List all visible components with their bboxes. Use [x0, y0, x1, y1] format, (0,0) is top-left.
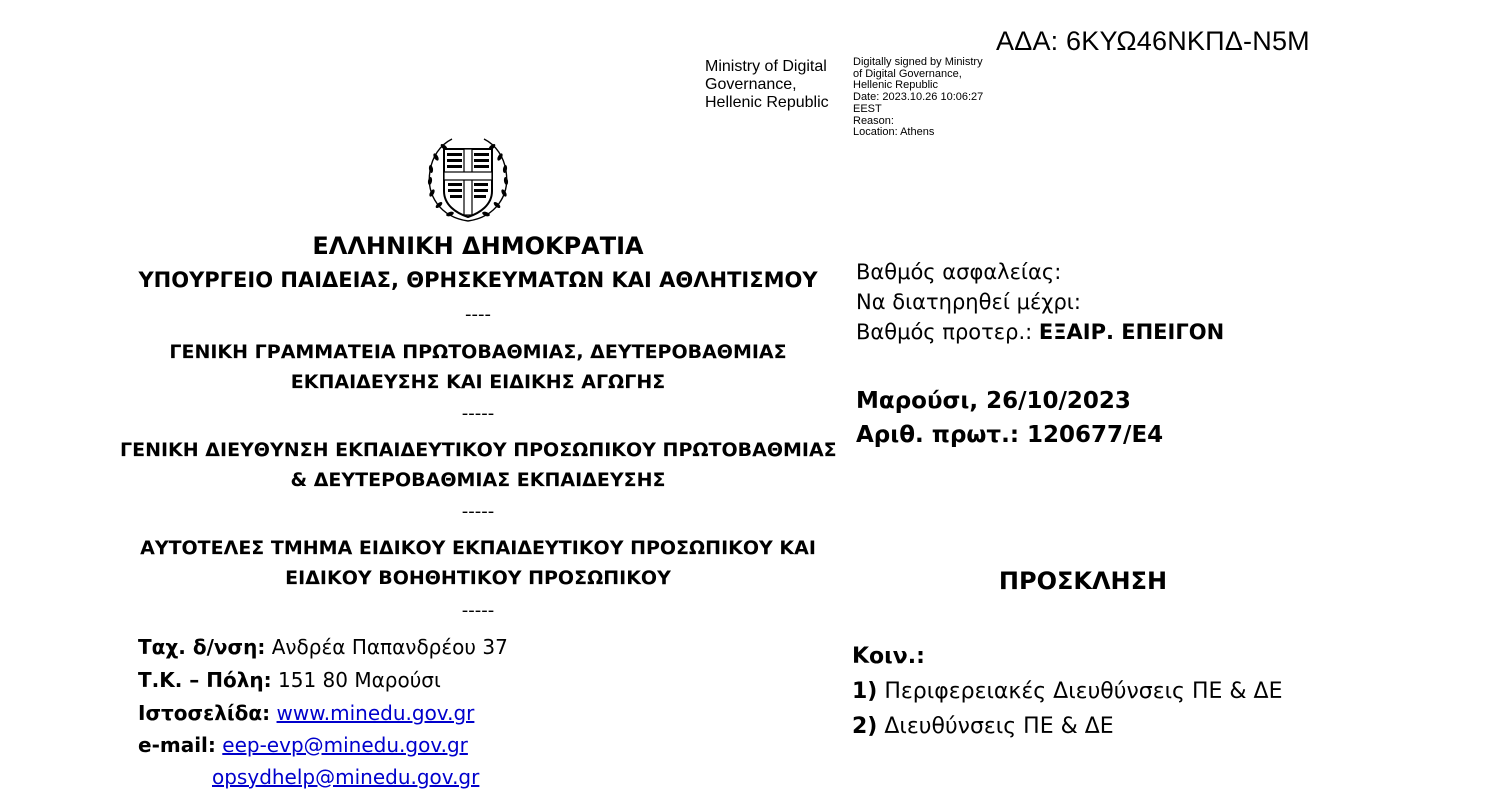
signature-detail-line: Hellenic Republic [853, 79, 938, 92]
signature-name-line: Ministry of Digital [705, 58, 827, 75]
protocol-number: Αριθ. πρωτ.: 120677/Ε4 [856, 422, 1164, 448]
security-level: Βαθμός ασφαλείας: [856, 260, 1062, 284]
date-line: Μαρούσι, 26/10/2023 [856, 388, 1131, 414]
koin-item [852, 679, 1283, 704]
website-label: Ιστοσελίδα: [138, 701, 271, 725]
signature-detail-line: of Digital Governance, [853, 67, 962, 80]
email-label: e-mail: [138, 733, 216, 757]
secretariat-line-2: ΕΚΠΑΙΔΕΥΣΗΣ ΚΑΙ ΕΙΔΙΚΗΣ ΑΓΩΓΗΣ [290, 371, 666, 393]
header-separator: ----- [461, 403, 495, 424]
priority-label: Βαθμός προτερ.: [856, 320, 1033, 344]
secretariat-line-1: ΓΕΝΙΚΗ ΓΡΑΜΜΑΤΕΙΑ ΠΡΩΤΟΒΑΘΜΙΑΣ, ΔΕΥΤΕΡΟΒΑΘΜΙΑΣ [169, 341, 787, 363]
email-line [138, 733, 468, 757]
coat-of-arms-emblem [422, 133, 514, 227]
signature-detail-line: Reason: [853, 114, 894, 127]
koin-item-text: Διευθύνσεις ΠΕ & ΔΕ [877, 714, 1114, 739]
email-line-2 [212, 765, 479, 789]
city-value: 151 80 Μαρούσι [278, 668, 441, 692]
directorate-line-1: ΓΕΝΙΚΗ ΔΙΕΥΘΥΝΣΗ ΕΚΠΑΙΔΕΥΤΙΚΟΥ ΠΡΟΣΩΠΙΚΟΥ ΠΡΩΤΟΒΑΘΜΙΑΣ [120, 439, 837, 461]
header-separator: ----- [461, 600, 495, 621]
directorate-line-2: & ΔΕΥΤΕΡΟΒΑΘΜΙΑΣ ΕΚΠΑΙΔΕΥΣΗΣ [290, 469, 666, 491]
priority-value: ΕΞΑΙΡ. ΕΠΕΙΓΟΝ [1038, 320, 1225, 344]
republic-heading: ΕΛΛΗΝΙΚΗ ΔΗΜΟΚΡΑΤΙΑ [312, 232, 644, 260]
department-line-2: ΕΙΔΙΚΟΥ ΒΟΗΘΗΤΙΚΟΥ ΠΡΟΣΩΠΙΚΟΥ [285, 567, 671, 589]
header-separator: ---- [465, 304, 491, 325]
signature-name-line: Hellenic Republic [705, 94, 829, 111]
department-line-1: ΑΥΤΟΤΕΛΕΣ ΤΜΗΜΑ ΕΙΔΙΚΟΥ ΕΚΠΑΙΔΕΥΤΙΚΟΥ ΠΡΟΣΩΠΙΚΟΥ ΚΑΙ [140, 537, 816, 559]
signature-detail-line: Date: 2023.10.26 10:06:27 [853, 91, 984, 104]
city-line [138, 668, 441, 692]
signature-detail-line: Digitally signed by Ministry [853, 56, 983, 68]
city-label: Τ.Κ. – Πόλη: [138, 668, 272, 692]
koin-item [852, 714, 1114, 739]
address-label: Ταχ. δ/νση: [138, 635, 266, 659]
ada-code: ΑΔΑ: 6ΚΥΩ46ΝΚΠΔ-Ν5Μ [996, 26, 1310, 56]
document-title: ΠΡΟΣΚΛΗΣΗ [998, 567, 1168, 595]
email-link[interactable]: opsydhelp@minedu.gov.gr [212, 765, 480, 789]
address-value: Ανδρέα Παπανδρέου 37 [271, 635, 508, 659]
koin-item-text: Περιφερειακές Διευθύνσεις ΠΕ & ΔΕ [877, 679, 1283, 704]
koin-item-number: 2) [852, 714, 878, 739]
priority-line [856, 320, 1224, 344]
signature-name-line: Governance, [705, 76, 797, 93]
email-link[interactable]: eep-evp@minedu.gov.gr [222, 733, 468, 757]
signature-detail-line: Location: Athens [853, 126, 935, 139]
koin-label: Κοιν.: [852, 644, 925, 669]
website-link[interactable]: www.minedu.gov.gr [276, 701, 475, 725]
address-line [138, 635, 508, 659]
ministry-heading: ΥΠΟΥΡΓΕΙΟ ΠΑΙΔΕΙΑΣ, ΘΡΗΣΚΕΥΜΑΤΩΝ ΚΑΙ ΑΘΛΗΤΙΣΜΟΥ [138, 268, 818, 292]
signature-name [705, 58, 829, 112]
keep-until: Να διατηρηθεί μέχρι: [856, 290, 1081, 314]
signature-details [853, 57, 983, 139]
signature-detail-line: EEST [853, 102, 882, 115]
koin-item-number: 1) [852, 679, 878, 704]
website-line [138, 701, 474, 725]
header-separator: ----- [461, 501, 495, 522]
